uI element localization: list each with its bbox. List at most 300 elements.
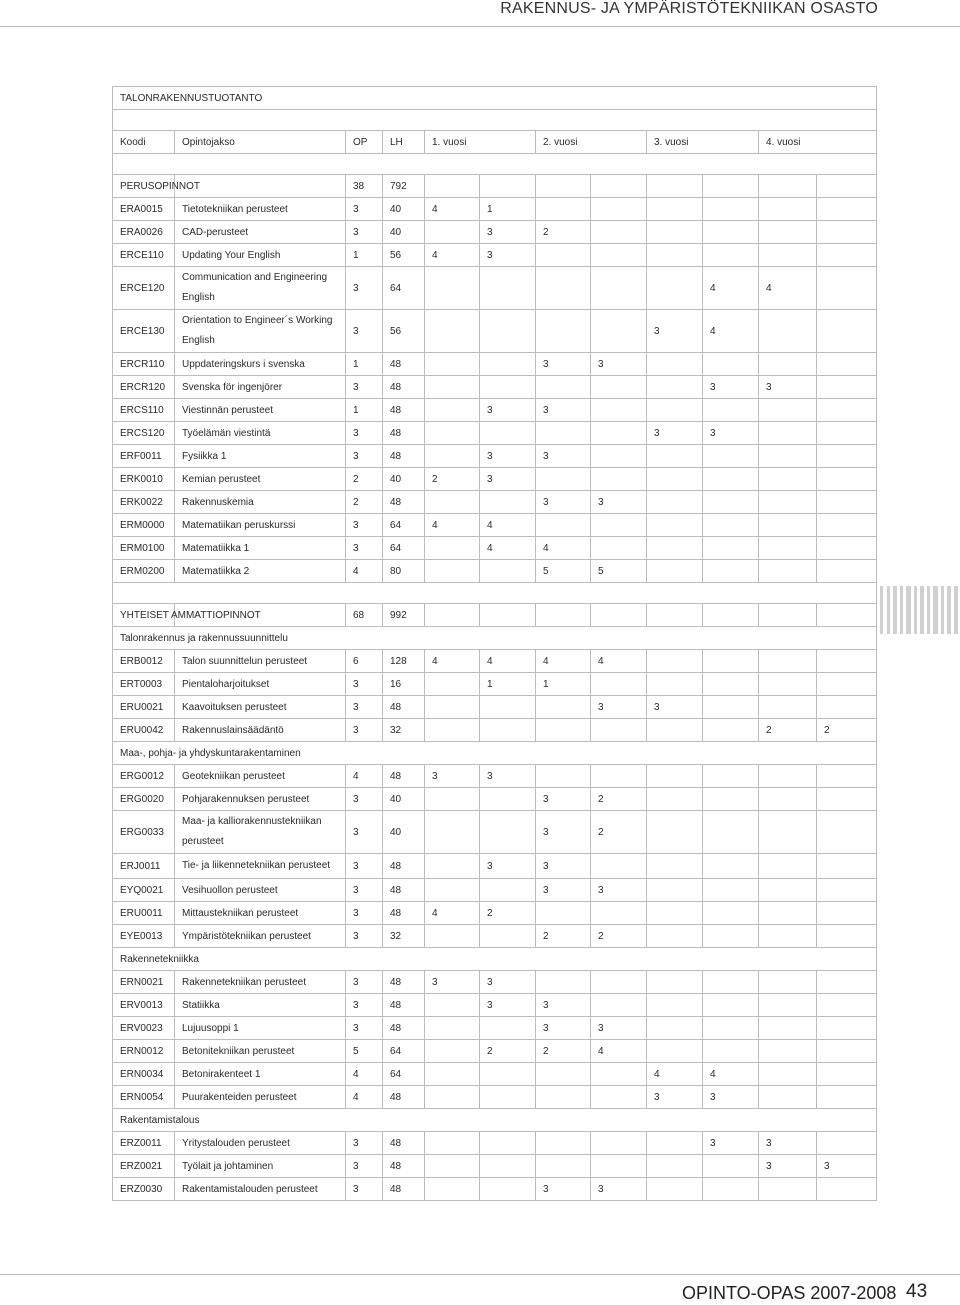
y1-p1 — [425, 1063, 480, 1086]
credits: 4 — [346, 560, 383, 583]
course-row — [113, 1086, 877, 1109]
y3-p1 — [647, 376, 703, 399]
y2-p2 — [591, 175, 647, 198]
y4-p1 — [759, 221, 817, 244]
y4-p2 — [817, 1132, 877, 1155]
y3-p1 — [647, 902, 703, 925]
y1-p2: 4 — [480, 650, 536, 673]
course-code: EYE0013 — [113, 925, 175, 948]
y2-p1 — [536, 696, 591, 719]
y2-p2 — [591, 673, 647, 696]
decorative-stripes — [878, 586, 960, 634]
y3-p1 — [647, 1178, 703, 1201]
course-row — [113, 925, 877, 948]
y2-p2: 5 — [591, 560, 647, 583]
y4-p2 — [817, 310, 877, 353]
hours: 48 — [383, 971, 425, 994]
credits: 3 — [346, 696, 383, 719]
y2-p2 — [591, 537, 647, 560]
course-name: Matematiikka 2 — [175, 560, 346, 583]
credits: 3 — [346, 673, 383, 696]
y3-p1 — [647, 399, 703, 422]
y1-p1 — [425, 673, 480, 696]
y1-p2 — [480, 1155, 536, 1178]
course-name: Mittaustekniikan perusteet — [175, 902, 346, 925]
y1-p2 — [480, 267, 536, 310]
y3-p2 — [703, 1040, 759, 1063]
y3-p1 — [647, 1132, 703, 1155]
y3-p2 — [703, 925, 759, 948]
y3-p1 — [647, 1040, 703, 1063]
y2-p2 — [591, 267, 647, 310]
y3-p1 — [647, 673, 703, 696]
hours: 80 — [383, 560, 425, 583]
col-header-op: OP — [346, 131, 383, 154]
y1-p1 — [425, 994, 480, 1017]
hours: 48 — [383, 696, 425, 719]
hours: 56 — [383, 310, 425, 353]
y3-p2 — [703, 560, 759, 583]
y2-p1: 3 — [536, 1017, 591, 1040]
y4-p1 — [759, 788, 817, 811]
course-code: ERK0022 — [113, 491, 175, 514]
hours: 40 — [383, 788, 425, 811]
course-row — [113, 854, 877, 879]
y4-p2 — [817, 422, 877, 445]
y3-p1 — [647, 468, 703, 491]
y4-p2 — [817, 198, 877, 221]
course-code: ERM0100 — [113, 537, 175, 560]
y2-p1: 3 — [536, 353, 591, 376]
course-code: ERZ0011 — [113, 1132, 175, 1155]
y1-p2: 3 — [480, 994, 536, 1017]
y4-p1 — [759, 971, 817, 994]
y2-p2 — [591, 719, 647, 742]
credits: 38 — [346, 175, 383, 198]
y2-p2: 3 — [591, 491, 647, 514]
course-code: YHTEISET AMMATTIOPINNOT — [113, 604, 175, 627]
y2-p2 — [591, 854, 647, 879]
course-code: PERUSOPINNOT — [113, 175, 175, 198]
course-row — [113, 537, 877, 560]
y2-p2: 2 — [591, 788, 647, 811]
course-code: ERB0012 — [113, 650, 175, 673]
credits: 3 — [346, 971, 383, 994]
y1-p2: 3 — [480, 765, 536, 788]
credits: 3 — [346, 719, 383, 742]
hours: 64 — [383, 267, 425, 310]
credits: 1 — [346, 353, 383, 376]
y4-p2 — [817, 445, 877, 468]
course-name: Lujuusoppi 1 — [175, 1017, 346, 1040]
y2-p1 — [536, 422, 591, 445]
y4-p1: 4 — [759, 267, 817, 310]
y4-p1 — [759, 198, 817, 221]
course-row — [113, 650, 877, 673]
y2-p1 — [536, 198, 591, 221]
course-name: Fysiikka 1 — [175, 445, 346, 468]
y1-p1 — [425, 560, 480, 583]
course-name: Vesihuollon perusteet — [175, 879, 346, 902]
course-name — [175, 175, 346, 198]
y4-p2 — [817, 399, 877, 422]
y1-p1 — [425, 788, 480, 811]
y3-p2: 3 — [703, 1132, 759, 1155]
course-code: ERZ0021 — [113, 1155, 175, 1178]
y4-p1 — [759, 902, 817, 925]
course-row — [113, 994, 877, 1017]
course-name: Maa- ja kalliorakennustekniikan perusteet — [175, 811, 346, 854]
y2-p1 — [536, 1063, 591, 1086]
y2-p2 — [591, 765, 647, 788]
y2-p2 — [591, 604, 647, 627]
y1-p1 — [425, 175, 480, 198]
course-code: ERN0034 — [113, 1063, 175, 1086]
y1-p2 — [480, 1063, 536, 1086]
y2-p2: 4 — [591, 1040, 647, 1063]
credits: 3 — [346, 221, 383, 244]
credits: 3 — [346, 788, 383, 811]
course-name: Matematiikka 1 — [175, 537, 346, 560]
course-row — [113, 673, 877, 696]
y4-p2 — [817, 244, 877, 267]
y1-p2: 1 — [480, 198, 536, 221]
y3-p1 — [647, 788, 703, 811]
credits: 1 — [346, 399, 383, 422]
y2-p2 — [591, 971, 647, 994]
y1-p2 — [480, 696, 536, 719]
course-name: Matematiikan peruskurssi — [175, 514, 346, 537]
course-code: ERM0200 — [113, 560, 175, 583]
hours: 40 — [383, 221, 425, 244]
credits: 3 — [346, 902, 383, 925]
y3-p1: 4 — [647, 1063, 703, 1086]
credits: 6 — [346, 650, 383, 673]
course-code: ERJ0011 — [113, 854, 175, 879]
col-header-year-2: 2. vuosi — [536, 131, 647, 154]
y2-p2 — [591, 198, 647, 221]
y3-p1: 3 — [647, 422, 703, 445]
y2-p2 — [591, 1086, 647, 1109]
y4-p2 — [817, 650, 877, 673]
y1-p1 — [425, 310, 480, 353]
y2-p2 — [591, 902, 647, 925]
y3-p1 — [647, 198, 703, 221]
y4-p1 — [759, 310, 817, 353]
y2-p1 — [536, 765, 591, 788]
hours: 40 — [383, 198, 425, 221]
credits: 5 — [346, 1040, 383, 1063]
y2-p2 — [591, 376, 647, 399]
y2-p1: 3 — [536, 788, 591, 811]
course-name: Työlait ja johtaminen — [175, 1155, 346, 1178]
y1-p2 — [480, 925, 536, 948]
blank-row — [113, 154, 877, 175]
course-code: ERN0012 — [113, 1040, 175, 1063]
course-name: Työelämän viestintä — [175, 422, 346, 445]
y4-p1 — [759, 696, 817, 719]
hours: 40 — [383, 468, 425, 491]
course-name: Puurakenteiden perusteet — [175, 1086, 346, 1109]
y2-p2: 3 — [591, 1178, 647, 1201]
course-name: Viestinnän perusteet — [175, 399, 346, 422]
course-code: EYQ0021 — [113, 879, 175, 902]
y1-p1 — [425, 1132, 480, 1155]
hours: 48 — [383, 902, 425, 925]
y1-p2: 3 — [480, 854, 536, 879]
y3-p1 — [647, 491, 703, 514]
y3-p1 — [647, 719, 703, 742]
y1-p1 — [425, 1040, 480, 1063]
course-row — [113, 1155, 877, 1178]
y4-p1 — [759, 925, 817, 948]
col-header-lh: LH — [383, 131, 425, 154]
y2-p1: 3 — [536, 811, 591, 854]
course-row — [113, 902, 877, 925]
y3-p2 — [703, 719, 759, 742]
y3-p2: 3 — [703, 1086, 759, 1109]
y1-p2: 3 — [480, 468, 536, 491]
y2-p1: 2 — [536, 221, 591, 244]
y1-p2 — [480, 353, 536, 376]
subsection-title: Talonrakennus ja rakennussuunnittelu — [113, 627, 877, 650]
y4-p1 — [759, 879, 817, 902]
course-code: ERN0054 — [113, 1086, 175, 1109]
course-row — [113, 765, 877, 788]
course-name: Pohjarakennuksen perusteet — [175, 788, 346, 811]
y2-p1: 1 — [536, 673, 591, 696]
y1-p1 — [425, 879, 480, 902]
hours: 48 — [383, 491, 425, 514]
y4-p2 — [817, 994, 877, 1017]
course-code: ERN0021 — [113, 971, 175, 994]
y2-p1: 3 — [536, 854, 591, 879]
hours: 48 — [383, 353, 425, 376]
credits: 3 — [346, 1132, 383, 1155]
credits: 3 — [346, 925, 383, 948]
footer-title: OPINTO-OPAS 2007-2008 — [682, 1283, 897, 1303]
credits: 3 — [346, 445, 383, 468]
credits: 3 — [346, 422, 383, 445]
y2-p1 — [536, 376, 591, 399]
hours: 992 — [383, 604, 425, 627]
y4-p2 — [817, 673, 877, 696]
y3-p2 — [703, 514, 759, 537]
y3-p1 — [647, 221, 703, 244]
y2-p2: 3 — [591, 879, 647, 902]
y2-p2 — [591, 1155, 647, 1178]
course-code: ERCR110 — [113, 353, 175, 376]
hours: 48 — [383, 1178, 425, 1201]
course-row — [113, 811, 877, 854]
y4-p1 — [759, 353, 817, 376]
course-code: ERU0011 — [113, 902, 175, 925]
y1-p2 — [480, 879, 536, 902]
col-header-year-3: 3. vuosi — [647, 131, 759, 154]
y1-p1: 2 — [425, 468, 480, 491]
hours: 128 — [383, 650, 425, 673]
y2-p2: 3 — [591, 353, 647, 376]
y4-p2 — [817, 491, 877, 514]
course-row — [113, 1017, 877, 1040]
course-code: ERU0021 — [113, 696, 175, 719]
hours: 64 — [383, 1063, 425, 1086]
subsection-row — [113, 627, 877, 650]
y4-p1 — [759, 468, 817, 491]
department-title: RAKENNUS- JA YMPÄRISTÖTEKNIIKAN OSASTO — [500, 0, 878, 17]
y2-p1 — [536, 468, 591, 491]
y4-p1 — [759, 854, 817, 879]
y4-p2 — [817, 537, 877, 560]
y1-p1 — [425, 854, 480, 879]
y4-p2 — [817, 175, 877, 198]
course-row — [113, 376, 877, 399]
y3-p1 — [647, 514, 703, 537]
hours: 48 — [383, 445, 425, 468]
credits: 3 — [346, 376, 383, 399]
y3-p2 — [703, 673, 759, 696]
y1-p2 — [480, 604, 536, 627]
hours: 48 — [383, 1132, 425, 1155]
y3-p2 — [703, 971, 759, 994]
y4-p2 — [817, 971, 877, 994]
y4-p2 — [817, 1063, 877, 1086]
course-code: ERCE110 — [113, 244, 175, 267]
course-name: Uppdateringskurs i svenska — [175, 353, 346, 376]
y1-p1: 4 — [425, 198, 480, 221]
credits: 3 — [346, 994, 383, 1017]
course-code: ERK0010 — [113, 468, 175, 491]
y2-p1: 2 — [536, 1040, 591, 1063]
y4-p1 — [759, 765, 817, 788]
y2-p2 — [591, 422, 647, 445]
course-code: ERT0003 — [113, 673, 175, 696]
course-name: Kaavoituksen perusteet — [175, 696, 346, 719]
y2-p2 — [591, 514, 647, 537]
y4-p2 — [817, 811, 877, 854]
y2-p2 — [591, 244, 647, 267]
y2-p1 — [536, 902, 591, 925]
y1-p2 — [480, 719, 536, 742]
hours: 56 — [383, 244, 425, 267]
course-name: CAD-perusteet — [175, 221, 346, 244]
y2-p2 — [591, 468, 647, 491]
course-name: Rakennetekniikan perusteet — [175, 971, 346, 994]
hours: 64 — [383, 1040, 425, 1063]
y2-p1 — [536, 514, 591, 537]
course-name: Svenska för ingenjörer — [175, 376, 346, 399]
y3-p1 — [647, 175, 703, 198]
y1-p1 — [425, 1086, 480, 1109]
course-row — [113, 719, 877, 742]
y1-p1: 3 — [425, 971, 480, 994]
y2-p2 — [591, 994, 647, 1017]
course-row — [113, 399, 877, 422]
y3-p2 — [703, 902, 759, 925]
course-code: ERV0013 — [113, 994, 175, 1017]
course-row — [113, 244, 877, 267]
course-code: ERA0026 — [113, 221, 175, 244]
course-name: Updating Your English — [175, 244, 346, 267]
course-code: ERCE120 — [113, 267, 175, 310]
y3-p1 — [647, 353, 703, 376]
y3-p2 — [703, 445, 759, 468]
course-row — [113, 198, 877, 221]
y3-p2 — [703, 1178, 759, 1201]
y4-p2 — [817, 1017, 877, 1040]
y4-p1 — [759, 422, 817, 445]
y4-p1 — [759, 1178, 817, 1201]
y1-p1 — [425, 267, 480, 310]
y1-p1: 4 — [425, 902, 480, 925]
y3-p2 — [703, 175, 759, 198]
y3-p2: 4 — [703, 310, 759, 353]
hours: 48 — [383, 854, 425, 879]
y1-p2: 2 — [480, 902, 536, 925]
y2-p1: 4 — [536, 537, 591, 560]
y1-p2 — [480, 811, 536, 854]
y4-p2 — [817, 604, 877, 627]
y4-p1: 3 — [759, 1132, 817, 1155]
y1-p2: 4 — [480, 537, 536, 560]
course-row — [113, 221, 877, 244]
y3-p2 — [703, 994, 759, 1017]
course-name: Ympäristötekniikan perusteet — [175, 925, 346, 948]
curriculum-table — [112, 86, 877, 1201]
course-name: Yritystalouden perusteet — [175, 1132, 346, 1155]
y4-p2 — [817, 221, 877, 244]
y4-p2 — [817, 925, 877, 948]
y1-p1 — [425, 604, 480, 627]
y4-p2 — [817, 1178, 877, 1201]
y1-p2 — [480, 310, 536, 353]
y4-p2: 2 — [817, 719, 877, 742]
col-header-course: Opintojakso — [175, 131, 346, 154]
y2-p1: 3 — [536, 994, 591, 1017]
y4-p2 — [817, 765, 877, 788]
y3-p2 — [703, 1017, 759, 1040]
y2-p1: 2 — [536, 925, 591, 948]
course-row — [113, 560, 877, 583]
hours: 64 — [383, 514, 425, 537]
y4-p1 — [759, 994, 817, 1017]
y1-p2 — [480, 788, 536, 811]
y3-p2 — [703, 1155, 759, 1178]
section-title: TALONRAKENNUSTUOTANTO — [113, 87, 877, 110]
y3-p1 — [647, 994, 703, 1017]
y2-p2: 3 — [591, 696, 647, 719]
y1-p2: 3 — [480, 971, 536, 994]
y2-p2 — [591, 1063, 647, 1086]
y3-p1 — [647, 971, 703, 994]
y1-p1 — [425, 537, 480, 560]
hours: 16 — [383, 673, 425, 696]
course-row — [113, 353, 877, 376]
y4-p2 — [817, 879, 877, 902]
subsection-title: Rakennetekniikka — [113, 948, 877, 971]
course-code: ERG0020 — [113, 788, 175, 811]
y1-p2: 4 — [480, 514, 536, 537]
course-row — [113, 514, 877, 537]
course-code: ERM0000 — [113, 514, 175, 537]
y3-p2: 4 — [703, 1063, 759, 1086]
y4-p1 — [759, 811, 817, 854]
credits: 2 — [346, 468, 383, 491]
y1-p2 — [480, 376, 536, 399]
y4-p1 — [759, 244, 817, 267]
y3-p1 — [647, 267, 703, 310]
y3-p2 — [703, 811, 759, 854]
